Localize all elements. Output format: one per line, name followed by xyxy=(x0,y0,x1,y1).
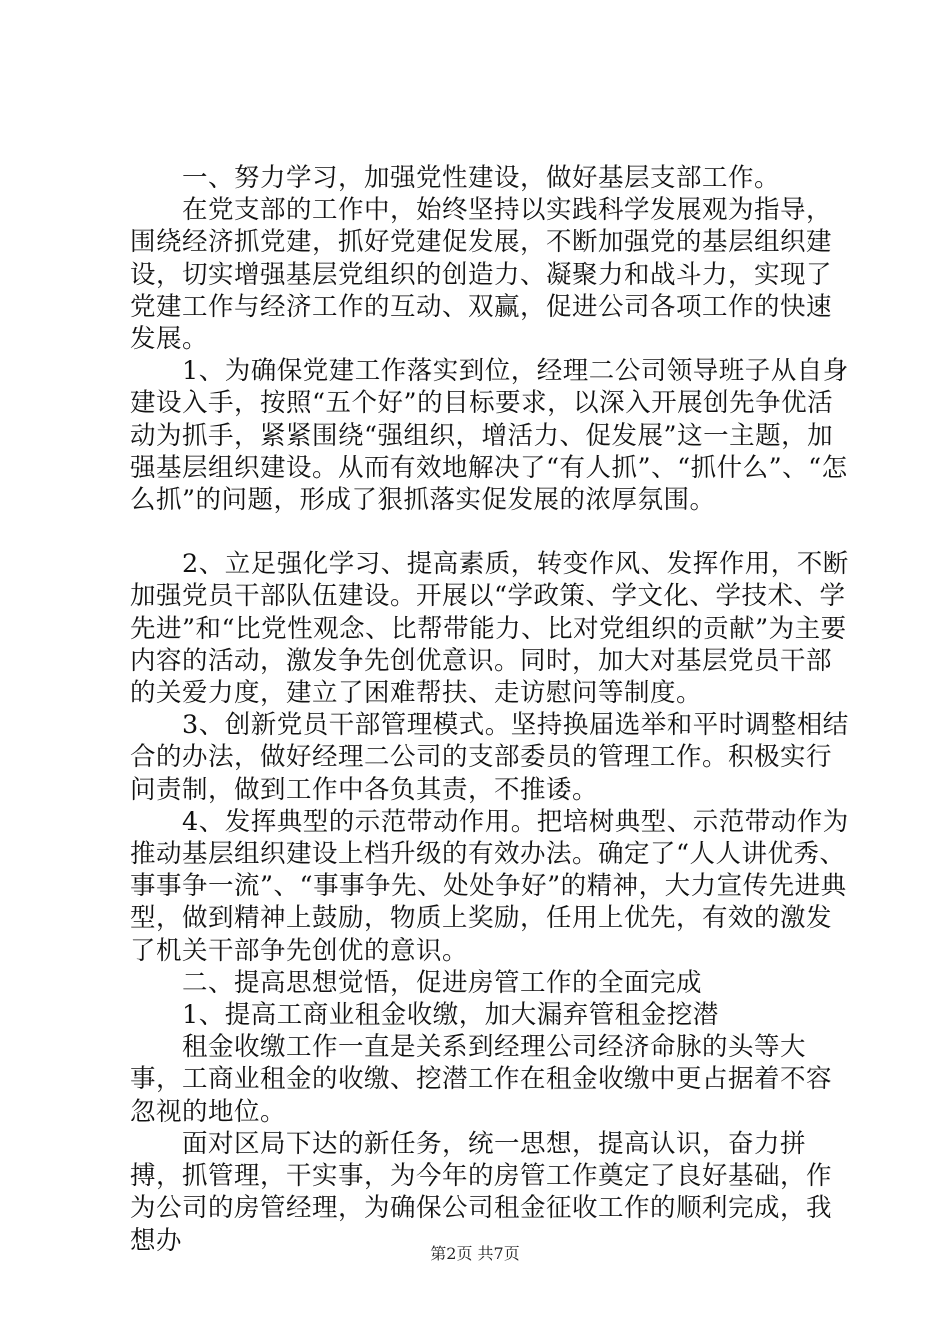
paragraph: 1、为确保党建工作落实到位，经理二公司领导班子从自身建设入手，按照“五个好”的目标要求，以深入开展创先争优活动为抓手，紧紧围绕“强组织，增活力、促发展”这一主题，加强基层组织建设。从而有效地解决了“有人抓”、“抓什么”、“怎么抓”的问题，形成了狠抓落实促发展的浓厚氛围。 xyxy=(130,356,849,516)
paragraph: 租金收缴工作一直是关系到经理公司经济命脉的头等大事，工商业租金的收缴、挖潜工作在租金收缴中更占据着不容忽视的地位。 xyxy=(130,1032,833,1127)
document-body xyxy=(130,162,850,1257)
section-heading: 一、努力学习，加强党性建设，做好基层支部工作。 xyxy=(182,163,781,193)
section-heading: 二、提高思想觉悟，促进房管工作的全面完成 xyxy=(182,967,703,998)
paragraph: 3、创新党员干部管理模式。坚持换届选举和平时调整相结合的办法，做好经理二公司的支部委员的管理工作。积极实行问责制，做到工作中各负其责，不推诿。 xyxy=(130,710,849,805)
page-number-footer: 第2页 共7页 xyxy=(430,1244,520,1263)
paragraph: 4、发挥典型的示范带动作用。把培树典型、示范带动作为推动基层组织建设上档升级的有效办法。确定了“人人讲优秀、事事争一流”、“事事争先、处处争好”的精神，大力宣传先进典型，做到精神上鼓励，物质上奖励，任用上优先，有效的激发了机关干部争先创优的意识。 xyxy=(130,806,849,966)
paragraph: 在党支部的工作中，始终坚持以实践科学发展观为指导，围绕经济抓党建，抓好党建促发展，不断加强党的基层组织建设，切实增强基层党组织的创造力、凝聚力和战斗力，实现了党建工作与经济工作的互动、双赢，促进公司各项工作的快速发展。 xyxy=(130,195,833,355)
paragraph: 2、立足强化学习、提高素质，转变作风、发挥作用，不断加强党员干部队伍建设。开展以“学政策、学文化、学技术、学先进”和“比党性观念、比帮带能力、比对党组织的贡献”为主要内容的活动，激发争先创优意识。同时，加大对基层党员干部的关爱力度，建立了困难帮扶、走访慰问等制度。 xyxy=(130,549,849,709)
paragraph: 面对区局下达的新任务，统一思想，提高认识，奋力拼搏，抓管理，干实事，为今年的房管工作奠定了良好基础，作为公司的房管经理，为确保公司租金征收工作的顺利完成，我想办 xyxy=(130,1128,833,1256)
subsection-heading: 1、提高工商业租金收缴，加大漏弃管租金挖潜 xyxy=(182,1000,719,1031)
